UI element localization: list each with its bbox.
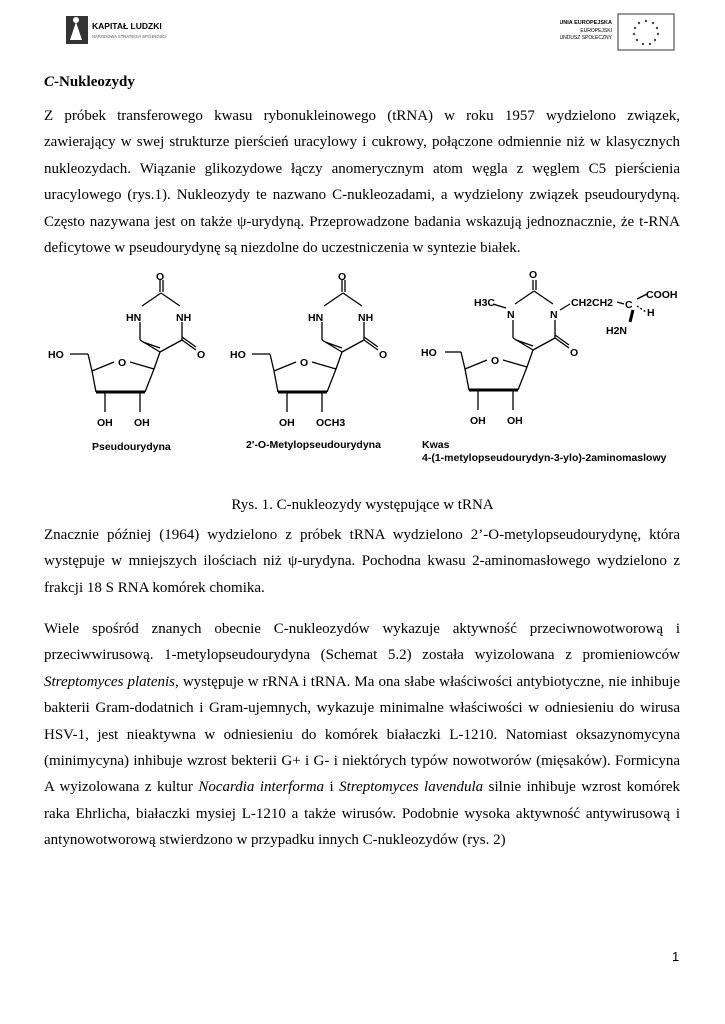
paragraph-2: Znacznie później (1964) wydzielono z próbek tRNA wydzielono 2’-O-metylopseudourydynę, która występuje w mniejszych ilościach niż ψ-urydyna. Pochodna kwasu 2-aminomasłowego wydzielono z frakcji 18 S RNA komórek chomika. xyxy=(44,527,680,596)
chemical-structures-figure xyxy=(40,268,690,468)
atom-oh: OH xyxy=(279,417,295,429)
atom-hn: HN xyxy=(308,312,324,324)
paragraph-1: Z próbek transferowego kwasu rybonukleinowego (tRNA) w roku 1957 wydzielono związek, zawierający w swej strukturze pierścień uracylowy i cukrowy, połączone odmiennie niż w klasycznych nukleozydach. Wiązanie glikozydowe łączy anomerycznym atom węgla z węglem C5 pierścienia uracylowego (rys.1). Nukleozydy te nazwano C-nukleozadami, a wydzielony związek pseudourydyną. Często nazywana jest on także ψ-urydyną. Przeprowadzone badania wskazują jednoznacznie, że t-RNA deficytowe w pseudourydynę są niezdolne do uczestniczenia w syntezie białek. xyxy=(44,108,680,257)
kapital-ludzki-logo xyxy=(64,14,180,48)
atom-nh: NH xyxy=(176,312,192,324)
atom-n: N xyxy=(550,309,558,321)
atom-n: N xyxy=(507,309,515,321)
atom-ch2ch2: CH2CH2 xyxy=(571,297,614,309)
paragraph-3-text: Wiele spośród znanych obecnie C-nukleozydów wykazuje aktywność przeciwnowotworową i przeciwwirusową. 1-metylopseudourydyna (Schemat 5.2) została wyizolowana z promieniowców xyxy=(44,621,680,664)
atom-ring-o: O xyxy=(491,355,500,367)
atom-h2n: H2N xyxy=(606,325,628,337)
pseudourydyna-labels xyxy=(48,271,205,453)
paragraph-3-text: silnie inhibuje wzrost komórek raka Ehrlicha, białaczki mysiej L-1210 a także wirusów. Podobnie wysoka aktywność antywirusową i antynowotworową stwierdzono w przypadku innych C-nukleozydów (rys. 2) xyxy=(44,779,680,849)
paragraph-3-text: , występuje w rRNA i tRNA. Ma ona słabe właściwości antybiotyczne, nie inhibuje bakterii Gram-dodatnich i Gram-ujemnych, wykazuje minimalne właściwości w odniesieniu do wirusa HSV-1, jest nieaktywna w odniesieniu do komórek białaczki L-1210. Natomiast oksazynomycyna (minimycyna) inhibuje wzrost bekterii G+ i G- i niektórych typów nowotworów (mięsaków). Formicyna A wyizolowana z kultur xyxy=(44,673,681,796)
page-number: 1 xyxy=(672,949,680,964)
logo-right-line2: EUROPEJSKI xyxy=(580,28,612,34)
kapital-ludzki-emblem xyxy=(66,16,88,44)
section-title xyxy=(44,74,135,91)
logo-right-line3: FUNDUSZ SPOŁECZNY xyxy=(560,35,612,41)
atom-o: O xyxy=(338,271,347,283)
atom-oh: OH xyxy=(134,417,150,429)
atom-och3: OCH3 xyxy=(316,417,346,429)
atom-ring-o: O xyxy=(300,357,309,369)
atom-c: C xyxy=(625,299,633,311)
title-italic: C xyxy=(44,74,55,90)
title-rest: -Nukleozydy xyxy=(54,74,135,90)
atom-ring-o: O xyxy=(118,357,127,369)
atom-h3c: H3C xyxy=(474,297,496,309)
atom-ho: HO xyxy=(421,347,437,359)
logo-left-line2: NARODOWA STRATEGIA SPÓJNOŚCI xyxy=(92,34,167,39)
metylopseudourydyna-structure xyxy=(252,280,378,412)
compound-2-name: 2'-O-Metylopseudourydyna xyxy=(246,439,381,451)
compound-3-name-line1: Kwas xyxy=(422,439,450,451)
atom-cooh: COOH xyxy=(646,289,678,301)
compound-1-name: Pseudourydyna xyxy=(92,441,171,453)
atom-o: O xyxy=(529,269,538,281)
atom-hn: HN xyxy=(126,312,142,324)
atom-oh: OH xyxy=(97,417,113,429)
pseudourydyna-structure xyxy=(70,280,196,412)
eu-flag-icon xyxy=(618,14,674,50)
eu-flag-logo xyxy=(560,12,676,52)
atom-oh: OH xyxy=(507,415,523,427)
atom-o: O xyxy=(156,271,165,283)
atom-ho: HO xyxy=(48,349,64,361)
atom-o: O xyxy=(379,349,388,361)
atom-o: O xyxy=(197,349,206,361)
atom-ho: HO xyxy=(230,349,246,361)
species-name: Streptomyces lavendula xyxy=(339,779,484,796)
logo-left-line1: KAPITAŁ LUDZKI xyxy=(92,21,162,31)
figure-caption: Rys. 1. C-nukleozydy występujące w tRNA xyxy=(231,497,494,513)
species-name: Nocardia interforma xyxy=(198,779,325,796)
paragraph-3 xyxy=(44,616,680,854)
paragraph-3-text: i xyxy=(324,779,340,796)
metylopseudourydyna-labels xyxy=(230,271,387,451)
atom-o: O xyxy=(570,347,579,359)
compound-3-name-line2: 4-(1-metylopseudourydyn-3-ylo)-2aminomaslowy xyxy=(422,452,667,464)
atom-h: H xyxy=(647,307,655,319)
atom-oh: OH xyxy=(470,415,486,427)
logo-right-line1: UNIA EUROPEJSKA xyxy=(560,20,612,26)
atom-nh: NH xyxy=(358,312,374,324)
species-name: Streptomyces platenis xyxy=(44,673,175,690)
